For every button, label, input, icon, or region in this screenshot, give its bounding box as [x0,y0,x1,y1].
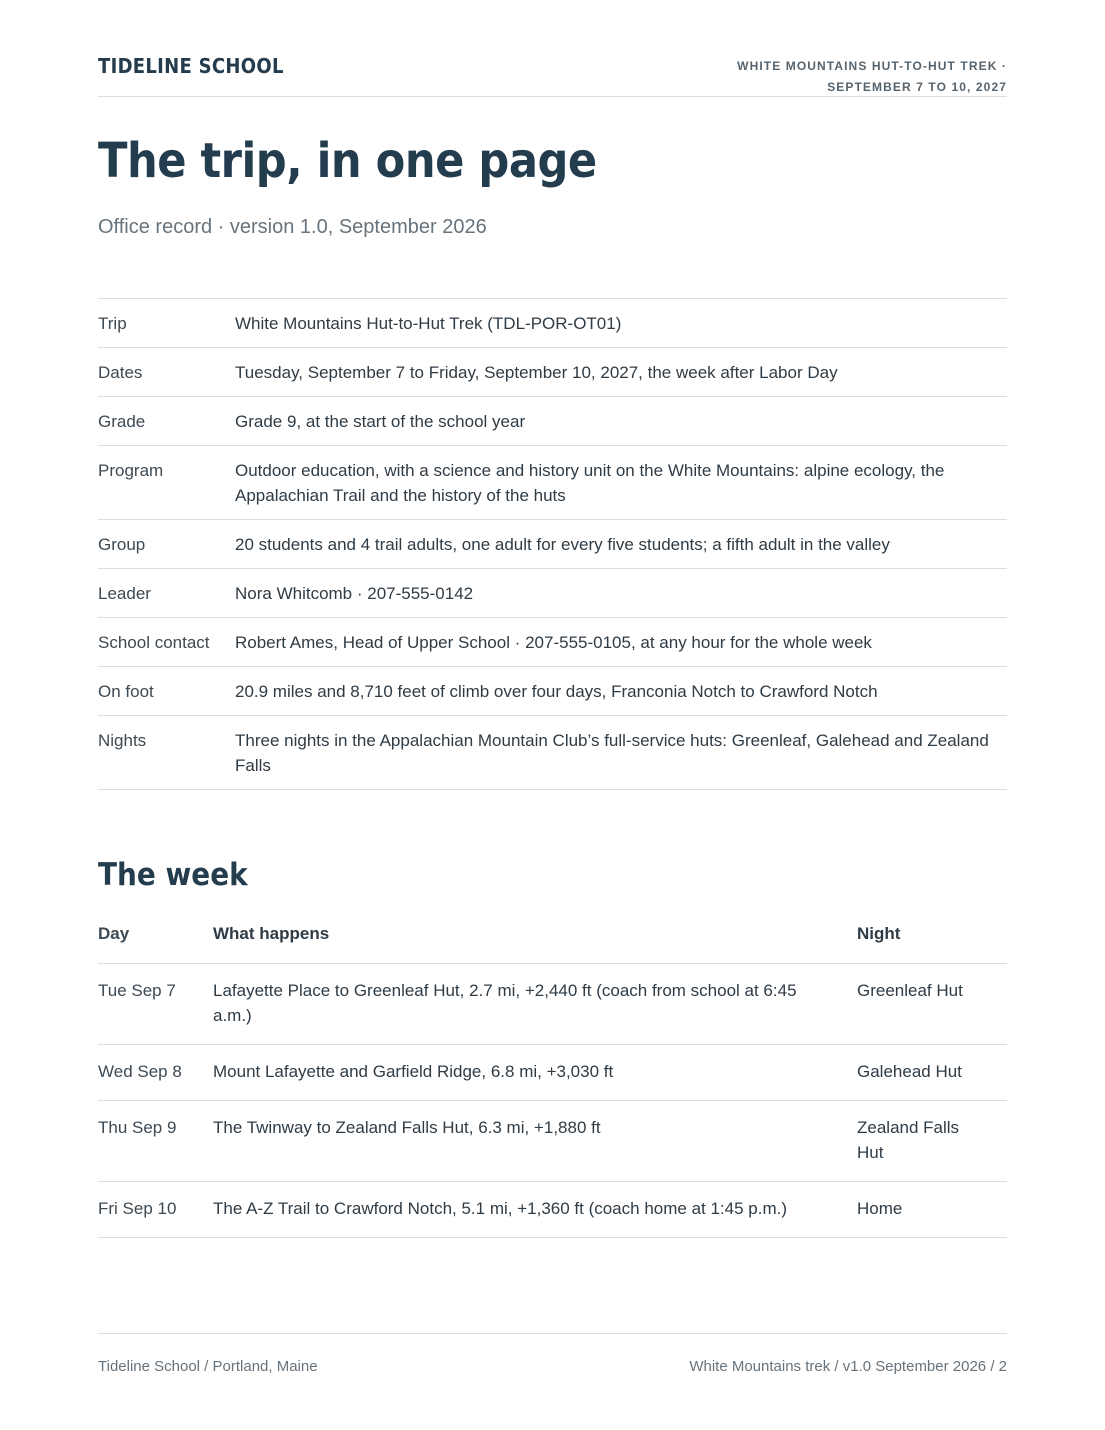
summary-row-dates [98,348,1007,397]
summary-key: School contact [98,633,210,652]
footer-school: Tideline School / Portland, Maine [98,1358,318,1375]
summary-key: Group [98,535,146,554]
column-header-day: Day [98,924,130,943]
summary-value: Three nights in the Appalachian Mountain Club’s full-service huts: Greenleaf, Galehead and Zealand Falls [235,731,989,775]
document-page [98,0,1007,1430]
cell-what: Mount Lafayette and Garfield Ridge, 6.8 mi, +3,030 ft [213,1062,614,1081]
summary-value: 20.9 miles and 8,710 feet of climb over four days, Franconia Notch to Crawford Notch [235,682,878,701]
schedule-header-row [98,919,1007,964]
cell-night: Zealand Falls Hut [857,1118,960,1162]
summary-value: White Mountains Hut-to-Hut Trek (TDL-POR-OT01) [235,314,622,333]
cell-day: Thu Sep 9 [98,1118,177,1137]
summary-key: Leader [98,584,151,603]
summary-value: Grade 9, at the start of the school year [235,412,526,431]
table-row [98,1182,1007,1238]
table-row [98,964,1007,1045]
school-brand: TIDELINE SCHOOL [98,54,284,78]
cell-what: The A-Z Trail to Crawford Notch, 5.1 mi, +1,360 ft (coach home at 1:45 p.m.) [213,1199,787,1218]
summary-key: Grade [98,412,146,431]
trip-meta-line-1: WHITE MOUNTAINS HUT-TO-HUT TREK · [737,59,1007,73]
summary-key: Trip [98,314,127,333]
trip-summary-table [98,298,1007,790]
cell-night: Galehead Hut [857,1062,962,1081]
cell-night: Home [857,1199,903,1218]
column-header-what: What happens [213,924,330,943]
column-header-night: Night [857,924,901,943]
summary-row-nights [98,716,1007,790]
cell-day: Wed Sep 8 [98,1062,182,1081]
footer-page-info: White Mountains trek / v1.0 September 2026 / 2 [689,1358,1007,1375]
trip-meta [737,56,1007,98]
page-title: The trip, in one page [98,133,597,189]
summary-row-program [98,446,1007,520]
summary-row-on-foot [98,667,1007,716]
cell-day: Tue Sep 7 [98,981,176,1000]
page-footer [98,1333,1007,1375]
cell-day: Fri Sep 10 [98,1199,177,1218]
summary-value: Nora Whitcomb · 207-555-0142 [235,584,474,603]
cell-night: Greenleaf Hut [857,981,963,1000]
summary-value: Tuesday, September 7 to Friday, September 10, 2027, the week after Labor Day [235,363,838,382]
week-schedule-table [98,919,1007,1238]
cell-what: The Twinway to Zealand Falls Hut, 6.3 mi, +1,880 ft [213,1118,601,1137]
summary-key: Dates [98,363,143,382]
cell-what: Lafayette Place to Greenleaf Hut, 2.7 mi, +2,440 ft (coach from school at 6:45 a.m.) [213,981,797,1025]
running-header [98,52,1007,97]
summary-row-leader [98,569,1007,618]
week-section-title: The week [98,857,248,893]
summary-key: Nights [98,731,147,750]
summary-value: Outdoor education, with a science and history unit on the White Mountains: alpine ecology, the Appalachian Trail and the history of the huts [235,461,945,505]
summary-row-grade [98,397,1007,446]
summary-value: 20 students and 4 trail adults, one adult for every five students; a fifth adult in the valley [235,535,890,554]
summary-key: Program [98,461,164,480]
summary-row-school-contact [98,618,1007,667]
table-row [98,1045,1007,1101]
page-subtitle: Office record · version 1.0, September 2026 [98,216,487,238]
summary-value: Robert Ames, Head of Upper School · 207-555-0105, at any hour for the whole week [235,633,872,652]
table-row [98,1101,1007,1182]
trip-meta-line-2: SEPTEMBER 7 TO 10, 2027 [827,80,1007,94]
summary-row-trip [98,299,1007,348]
summary-row-group [98,520,1007,569]
summary-key: On foot [98,682,154,701]
